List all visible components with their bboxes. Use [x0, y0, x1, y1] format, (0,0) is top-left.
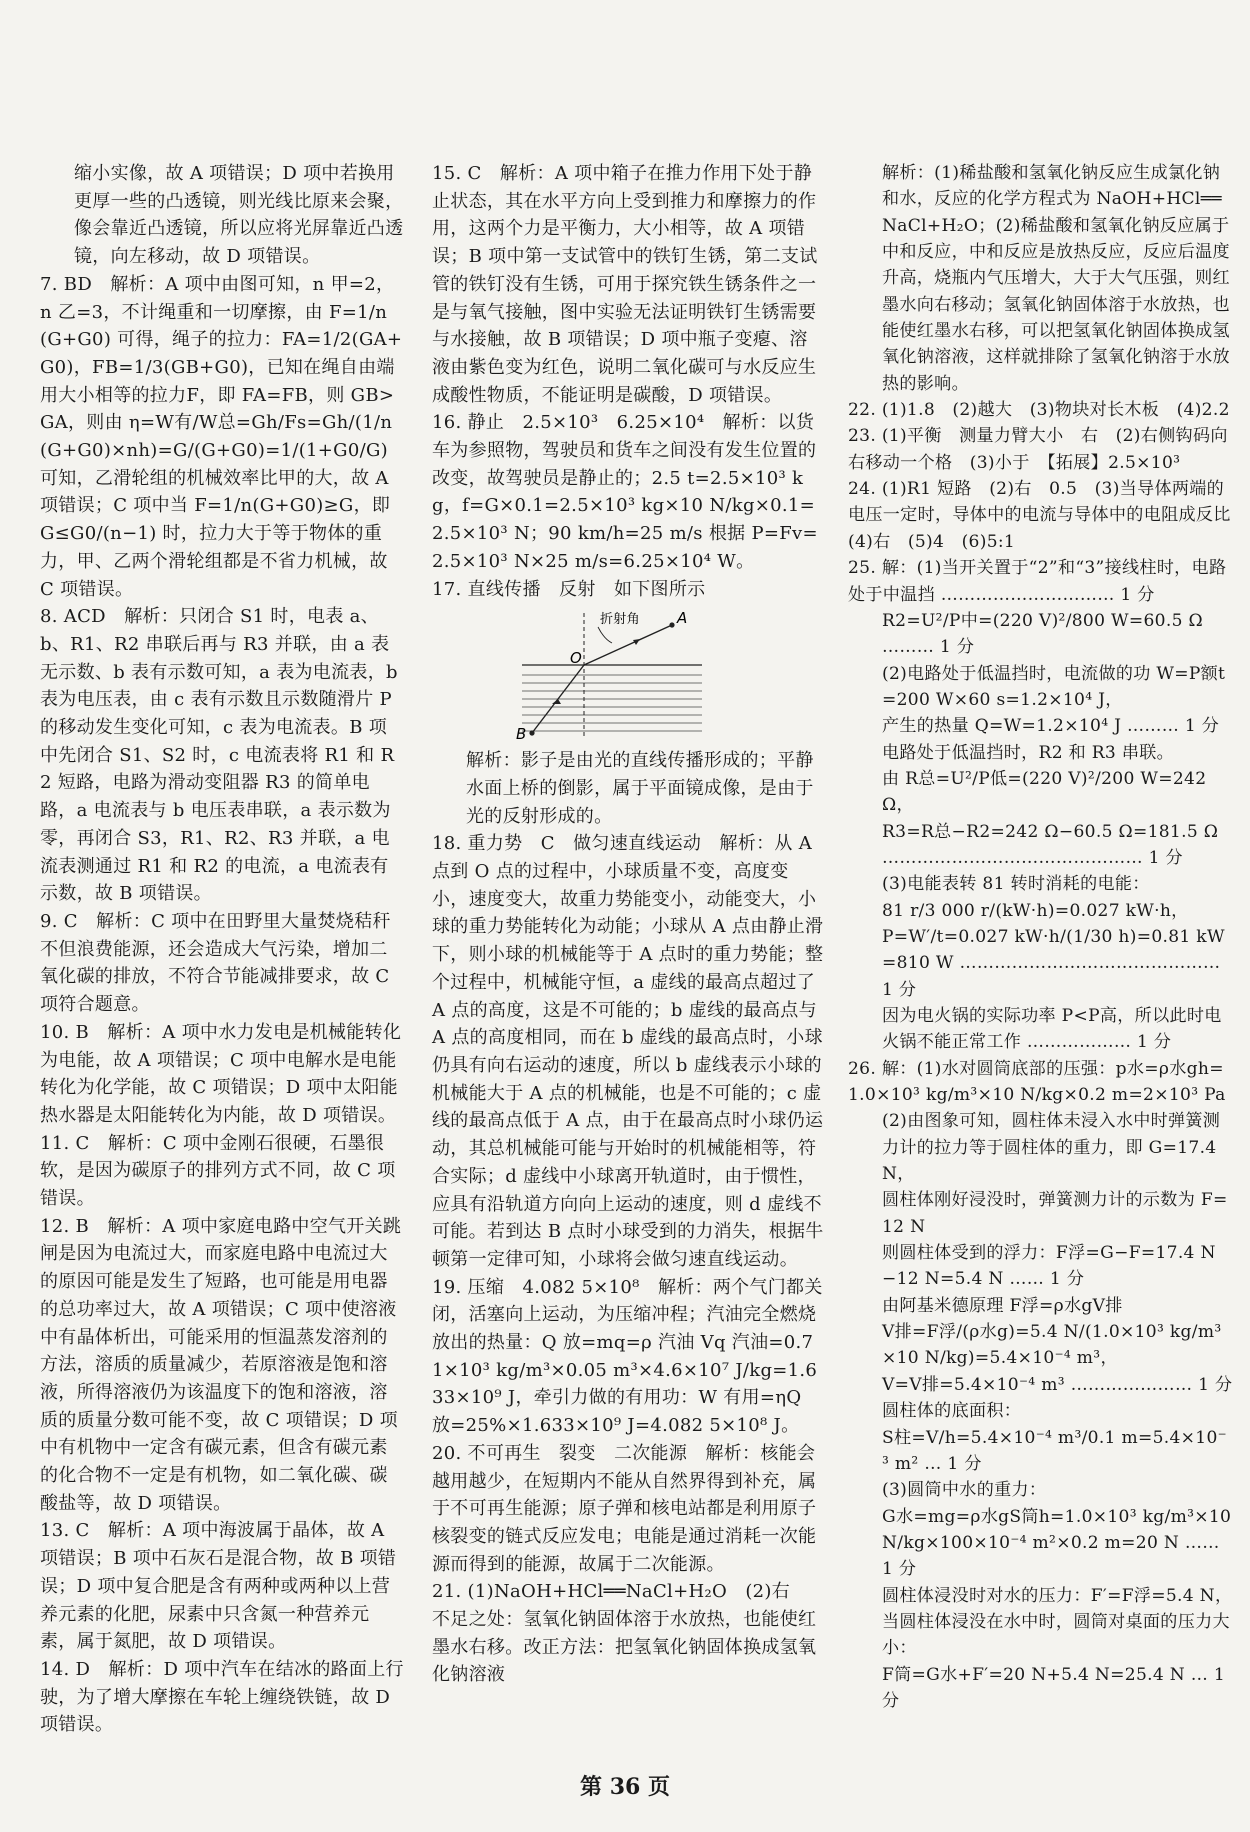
answer-11: 11. C 解析：C 项中金刚石很硬，石墨很软，是因为碳原子的排列方式不同，故 C 项错误。: [40, 1132, 396, 1210]
answer-26-3: (3)圆筒中水的重力：: [882, 1480, 1047, 1501]
answer-26-pressure: 圆柱体浸没时对水的压力：F′=F浮=5.4 N，当圆柱体浸没在水中时，圆筒对桌面的压力大小：: [882, 1585, 1233, 1659]
answer-16: 16. 静止 2.5×10³ 6.25×10⁴ 解析：以货车为参照物，驾驶员和货车之间没有发生位置的改变，故驾驶员是静止的；2.5 t=2.5×10³ kg，f=G×0.1=2.5×10³ kg×10 N/kg×0.1=2.5×10³ N；90 km/h=25 m/s 根据 P=Fv=2.5×10³ N×25 m/s=6.25×10⁴ W。: [432, 412, 818, 572]
answer-26-final: F筒=G水+F′=20 N+5.4 N=25.4 N … 1 分: [882, 1664, 1226, 1711]
water-hatching: [522, 675, 702, 731]
label-O: O: [570, 649, 583, 668]
answer-26-1: 26. 解：(1)水对圆筒底部的压强：p水=ρ水gh=1.0×10³ kg/m³×10 N/kg×0.2 m=2×10³ Pa: [848, 1058, 1226, 1106]
point-A: [669, 623, 674, 628]
answer-12: 12. B 解析：A 项中家庭电路中空气开关跳闸是因为电流过大，而家庭电路中电流过大的原因可能是发生了短路，也可能是用电器的总功率过大，故 A 项错误；C 项中使溶液中有晶体析出，可能采用的恒温蒸发溶剂的方法，溶质的质量减少，若原溶液是饱和溶液，所得溶液仍为该温度下的饱和溶液，溶质的质量分数可能不变，故 C 项错误；D 项中有机物中一定含有碳元素，但含有碳元素的化合物不一定是有机物，如二氧化碳、碳酸盐等，故 D 项错误。: [40, 1215, 402, 1514]
answer-25-r2: R2=U²/P中=(220 V)²/800 W=60.5 Ω ……… 1 分: [882, 610, 1203, 658]
refraction-figure: [512, 605, 712, 745]
ray-in-air: [584, 625, 672, 665]
answer-15: 15. C 解析：A 项中箱子在推力作用下处于静止状态，其在水平方向上受到推力和摩擦力的作用，这两个力是平衡力，大小相等，故 A 项错误；B 项中第一支试管中的铁钉生锈，第二支试管的铁钉没有生锈，可用于探究铁生锈条件之一是与氧气接触，图中实验无法证明铁钉生锈需要与水接触，故 B 项错误；D 项中瓶子变瘪、溶液由紫色变为红色，说明二氧化碳可与水反应生成酸性物质，不能证明是碳酸，D 项错误。: [432, 163, 818, 406]
answer-25-3: (3)电能表转 81 转时消耗的电能：: [882, 874, 1150, 895]
page-number: 第 36 页: [580, 1774, 670, 1800]
answer-14: 14. D 解析：D 项中汽车在结冰的路面上行驶，为了增大摩擦在车轮上缠绕铁链，故 D 项错误。: [40, 1658, 404, 1736]
column-right: [848, 160, 1249, 1714]
answer-8: 8. ACD 解析：只闭合 S1 时，电表 a、b、R1、R2 串联后再与 R3 并联，由 a 表无示数、b 表有示数可知，a 表为电流表，b 表为电压表，由 c 表有示数且示数随滑片 P 的移动发生变化可知，c 表为电流表。B 项中先闭合 S1、S2 时，c 电流表将 R1 和 R2 短路，电路为滑动变阻器 R3 的简单电路，a 电流表与 b 电压表串联，a 表示数为零，再闭合 S3，R1、R2、R3 并联，a 电流表测通过 R1 和 R2 的电流，a 电流表有示数，故 B 项错误。: [40, 606, 398, 905]
answer-23: 23. (1)平衡 测量力臂大小 右 (2)右侧钩码向右移动一个格 (3)小于 【拓展】2.5×10³: [848, 426, 1228, 473]
answer-19: 19. 压缩 4.082 5×10⁸ 解析：两个气门都关闭，活塞向上运动，为压缩冲程；汽油完全燃烧放出的热量：Q 放=mq=ρ 汽油 Vq 汽油=0.71×10³ kg/m³×0.05 m³×4.6×10⁷ J/kg=1.633×10⁹ J，牵引力做的有用功：W 有用=ηQ 放=25%×1.633×10⁹ J=4.082 5×10⁸ J。: [432, 1276, 823, 1437]
angle-pointer: [598, 627, 612, 643]
answer-26-reading: 圆柱体刚好浸没时，弹簧测力计的示数为 F=12 N: [882, 1190, 1228, 1237]
answer-20: 20. 不可再生 裂变 二次能源 解析：核能会越用越少，在短期内不能从自然界得到补充，属于不可再生能源；原子弹和核电站都是利用原子核裂变的链式反应发电；电能是通过消耗一次能源而得到的能源，故属于二次能源。: [432, 1442, 817, 1575]
answer-25-2: (2)电路处于低温挡时，电流做的功 W=P额t=200 W×60 s=1.2×10⁴ J，: [882, 663, 1226, 710]
answer-18: 18. 重力势 C 做匀速直线运动 解析：从 A 点到 O 点的过程中，小球质量不变，高度变小，速度变大，故重力势能变小，动能变大，小球的重力势能转化为动能；小球从 A 点由静止滑下，则小球的机械能等于 A 点时的重力势能；整个过程中，机械能守恒，a 虚线的最高点超过了 A 点的高度，这是不可能的；b 虚线的最高点与 A 点的高度相同，而在 b 虚线的最高点时，小球仍具有向右运动的速度，所以 b 虚线表示小球的机械能大于 A 点的机械能，也是不可能的；c 虚线的最高点低于 A 点，由于在最高点时小球仍运动，其总机械能可能与开始时的机械能相等，符合实际；d 虚线中小球离开轨道时，由于惯性，应具有沿轨道方向向上运动的速度，则 d 虚线不可能。若到达 B 点时小球受到的力消失，根据牛顿第一定律可知，小球将会做匀速直线运动。: [432, 833, 824, 1270]
answer-26-v: V=V排=5.4×10⁻⁴ m³ ………………… 1 分: [882, 1374, 1233, 1395]
answer-7: 7. BD 解析：A 项中由图可知，n 甲=2，n 乙=3，不计绳重和一切摩擦，由 F=1/n(G+G0) 可得，绳子的拉力：FA=1/2(GA+G0)，FB=1/3(GB+G0)，已知在绳自由端用大小相等的拉力F，即 FA=FB，则 GB>GA，则由 η=W有/W总=Gh/Fs=Gh/(1/n(G+G0)×nh)=G/(G+G0)=1/(1+G0/G) 可知，乙滑轮组的机械效率比甲的大，故 A 项错误；C 项中当 F=1/n(G+G0)≥G，即 G≤G0/(n−1) 时，拉力大于等于物体的重力，甲、乙两个滑轮组都是不省力机械，故 C 项错误。: [40, 273, 403, 600]
answer-21: 21. (1)NaOH+HCl══NaCl+H₂O (2)右 不足之处：氢氧化钠固体溶于水放热，也能使红墨水右移。改正方法：把氢氧化钠固体换成氢氧化钠溶液: [432, 1581, 817, 1686]
label-refraction-angle: 折射角: [600, 612, 640, 628]
answer-26-area-label: 圆柱体的底面积：: [882, 1401, 1022, 1422]
answer-25-heat: 产生的热量 Q=W=1.2×10⁴ J ……… 1 分: [882, 716, 1220, 737]
answer-21-explanation: 解析：(1)稀盐酸和氢氧化钠反应生成氯化钠和水，反应的化学方程式为 NaOH+HCl══NaCl+H₂O；(2)稀盐酸和氢氧化钠反应属于中和反应，中和反应是放热反应，反应后温度升高，烧瓶内气压增大，大于大气压强，则红墨水向右移动；氢氧化钠固体溶于水放热，也能使红墨水右移，可以把氢氧化钠固体换成氢氧化钠溶液，这样就排除了氢氧化钠溶于水放热的影响。: [882, 163, 1230, 394]
label-B: B: [516, 725, 527, 744]
ray-arrow-1: [552, 699, 561, 704]
answer-25-1: 25. 解：(1)当开关置于“2”和“3”接线柱时，电路处于中温挡 ………………………… 1 分: [848, 558, 1227, 605]
point-B: [529, 731, 534, 736]
answer-26-gwater: G水=mg=ρ水gS筒h=1.0×10³ kg/m³×10 N/kg×100×10⁻⁴ m²×0.2 m=20 N …… 1 分: [882, 1506, 1232, 1580]
answer-24: 24. (1)R1 短路 (2)右 0.5 (3)当导体两端的电压一定时，导体中的电流与导体中的电阻成反比 (4)右 (5)4 (6)5:1: [848, 479, 1249, 552]
answer-26-archimedes: 由阿基米德原理 F浮=ρ水gV排: [882, 1295, 1123, 1316]
answer-6-cont: 缩小实像，故 A 项错误；D 项中若换用更厚一些的凸透镜，则光线比原来会聚，像会靠近凸透镜，所以应将光屏靠近凸透镜，向左移动，故 D 项错误。: [74, 163, 404, 268]
answer-25-series: 电路处于低温挡时，R2 和 R3 串联。: [882, 742, 1175, 763]
answer-13: 13. C 解析：A 项中海波属于晶体，故 A 项错误；B 项中石灰石是混合物，故 B 项错误；D 项中复合肥是含有两种或两种以上营养元素的化肥，尿素中只含氮一种营养元素，属于氮肥，故 D 项错误。: [40, 1520, 397, 1653]
answer-25-rtotal: 由 R总=U²/P低=(220 V)²/200 W=242 Ω，: [882, 768, 1207, 816]
column-left: [40, 160, 405, 1739]
column-middle: [432, 160, 824, 1689]
answer-26-area: S柱=V/h=5.4×10⁻⁴ m³/0.1 m=5.4×10⁻³ m² … 1 分: [882, 1427, 1227, 1474]
label-A: A: [677, 609, 688, 628]
answer-26-2: (2)由图象可知，圆柱体未浸入水中时弹簧测力计的拉力等于圆柱体的重力，即 G=17.4 N，: [882, 1111, 1221, 1185]
answer-26-buoyancy: 则圆柱体受到的浮力：F浮=G−F=17.4 N−12 N=5.4 N …… 1 分: [882, 1243, 1216, 1290]
answer-25-r3: R3=R总−R2=242 Ω−60.5 Ω=181.5 Ω ……………………………………… 1 分: [882, 821, 1219, 868]
answer-25-conclusion: 因为电火锅的实际功率 P<P高，所以此时电火锅不能正常工作 ……………… 1 分: [882, 1006, 1222, 1053]
answer-17: 17. 直线传播 反射 如下图所示: [432, 578, 706, 600]
answer-17-explanation: 解析：影子是由光的直线传播形成的；平静水面上桥的倒影，属于平面镜成像，是由于光的反射形成的。: [466, 750, 814, 827]
answer-26-vpai: V排=F浮/(ρ水g)=5.4 N/(1.0×10³ kg/m³×10 N/kg)=5.4×10⁻⁴ m³，: [882, 1322, 1222, 1369]
answer-10: 10. B 解析：A 项中水力发电是机械能转化为电能，故 A 项错误；C 项中电解水是电能转化为化学能，故 C 项错误；D 项中太阳能热水器是太阳能转化为内能，故 D 项错误。: [40, 1021, 402, 1126]
answer-22: 22. (1)1.8 (2)越大 (3)物块对长木板 (4)2.2: [848, 400, 1230, 421]
answer-25-power: P=W′/t=0.027 kW·h/(1/30 h)=0.81 kW=810 W ……………………………………… 1 分: [882, 926, 1225, 1000]
answer-25-energy: 81 r/3 000 r/(kW·h)=0.027 kW·h，: [882, 900, 1189, 921]
answer-9: 9. C 解析：C 项中在田野里大量焚烧秸秆不但浪费能源，还会造成大气污染，增加二氧化碳的排放，不符合节能减排要求，故 C 项符合题意。: [40, 910, 391, 1016]
